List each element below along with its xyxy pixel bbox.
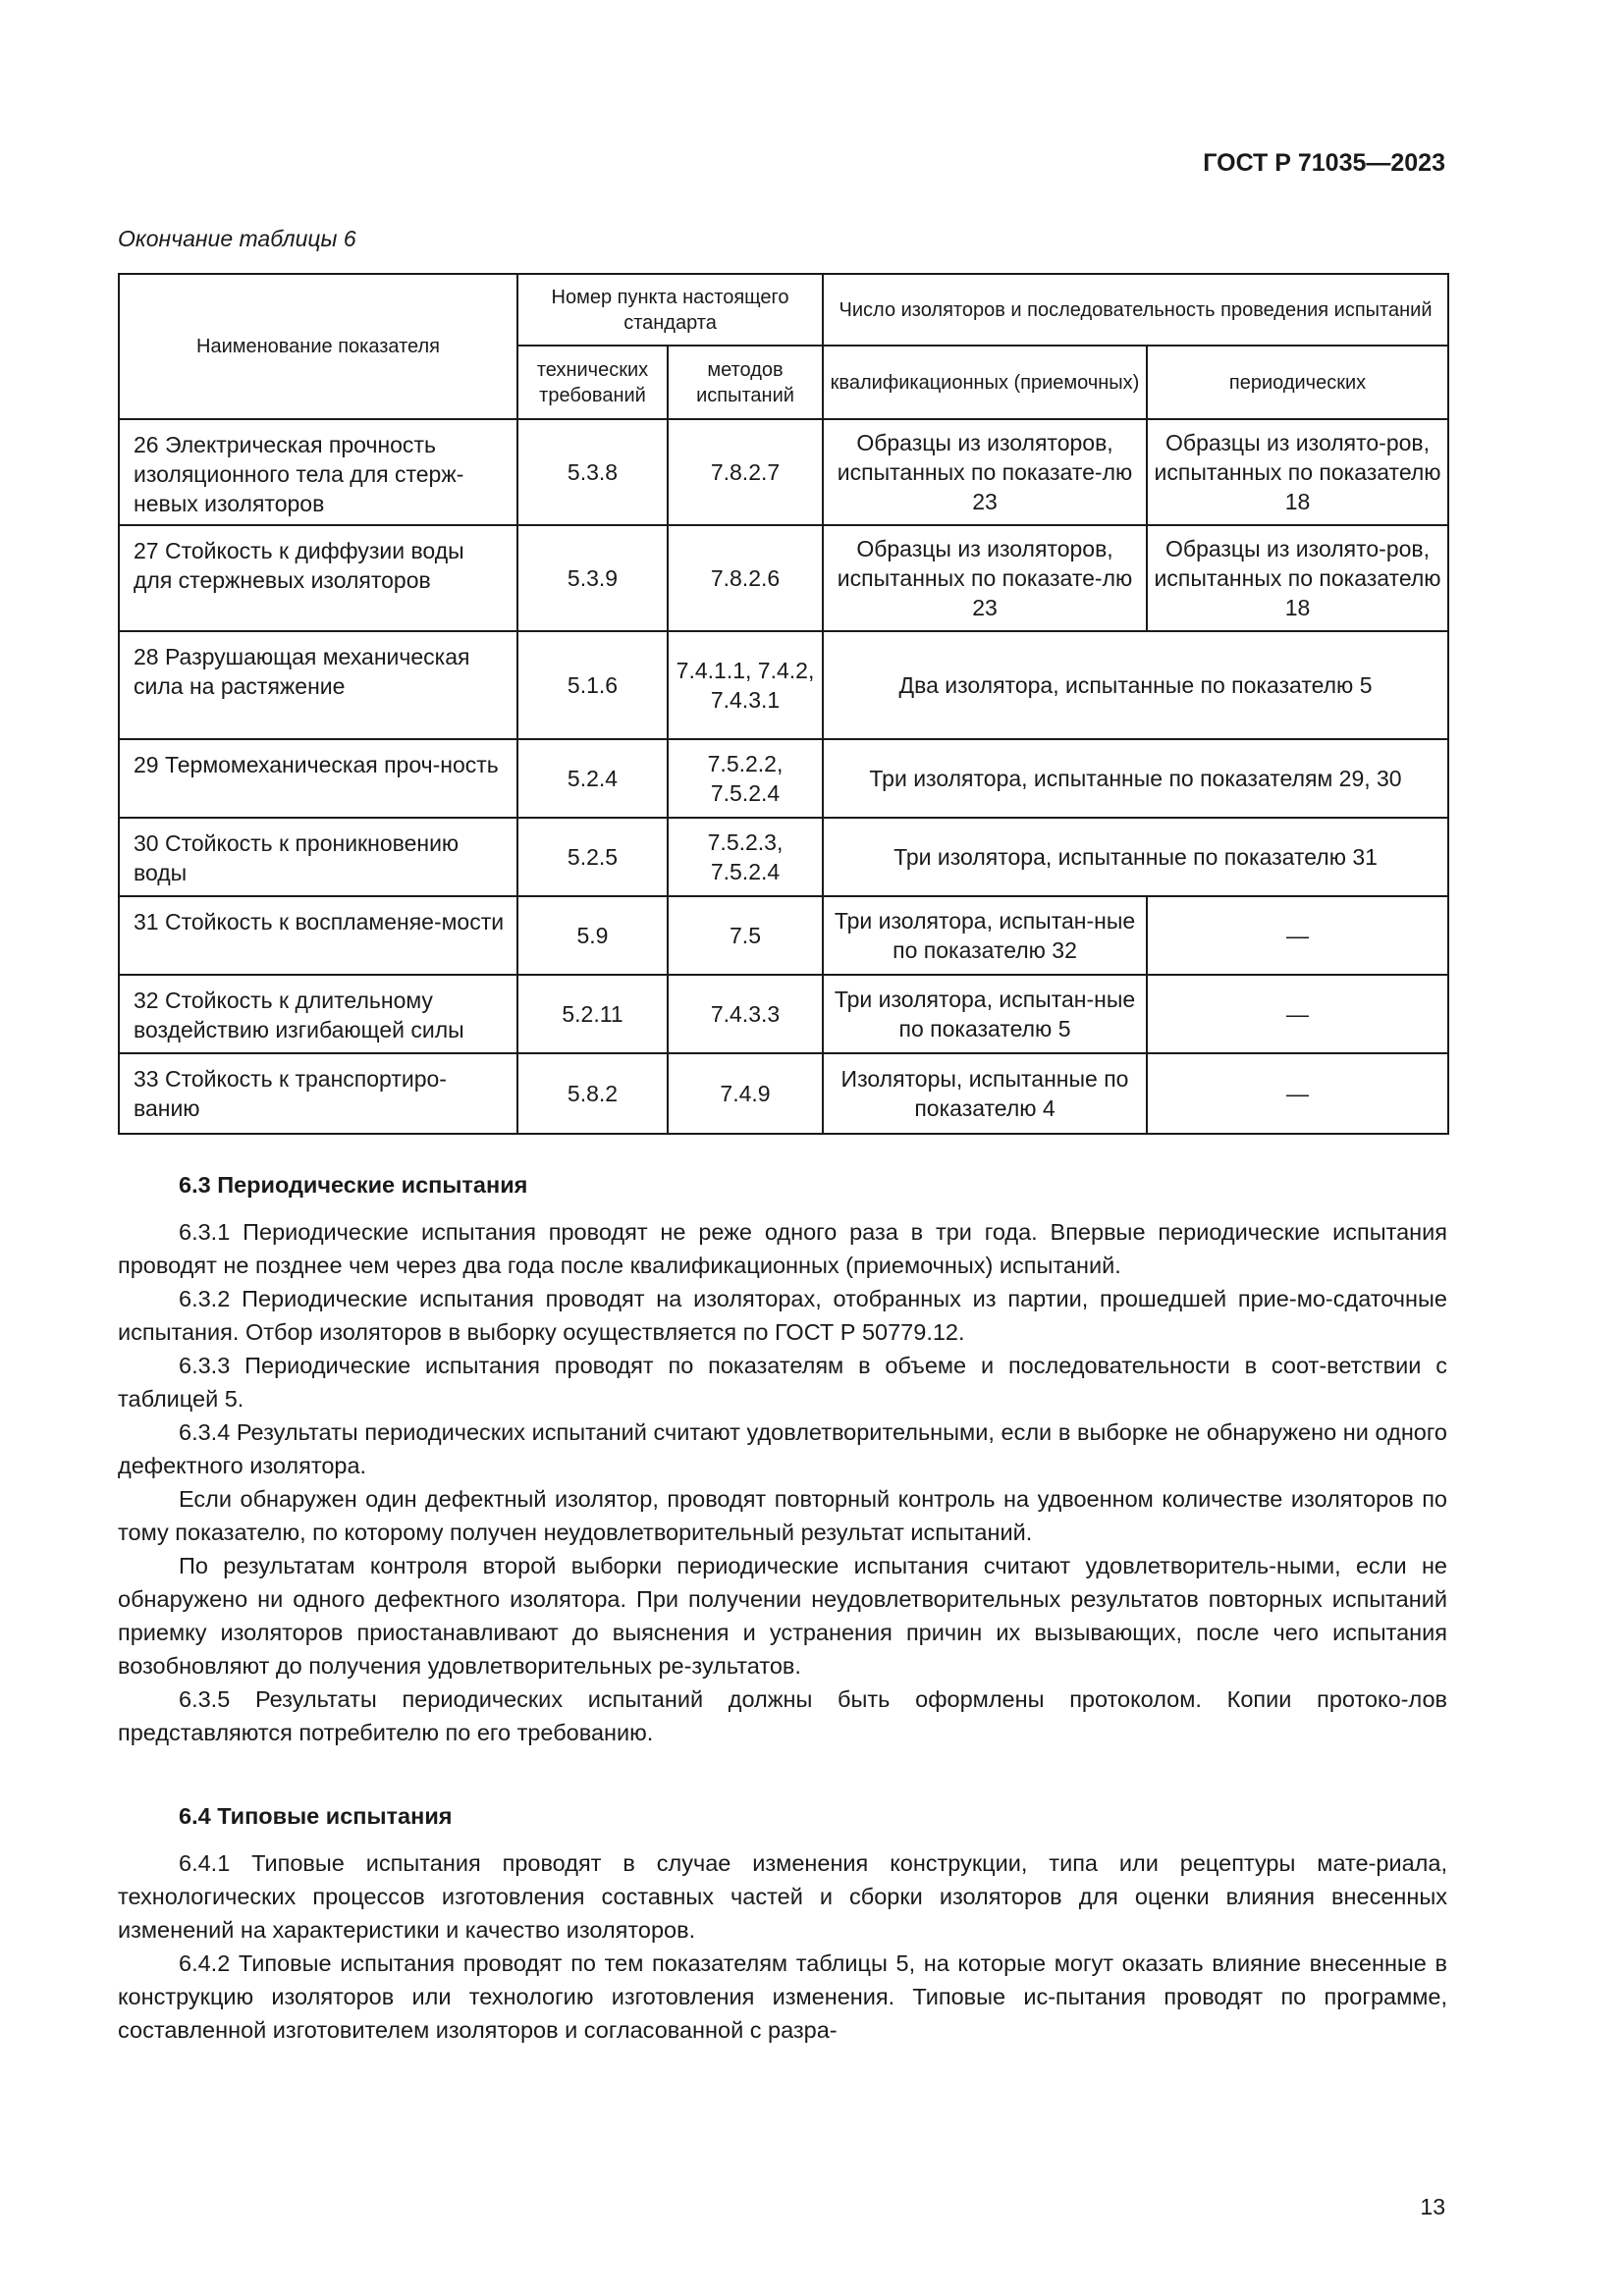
row-method: 7.8.2.7 bbox=[668, 419, 823, 525]
header-clause-number: Номер пункта настоящего стандарта bbox=[517, 274, 823, 346]
row-periodic: Образцы из изолято-ров, испытанных по показателю 18 bbox=[1147, 525, 1448, 631]
row-tech: 5.1.6 bbox=[517, 631, 668, 739]
row-qual: Образцы из изоляторов, испытанных по показате-лю 23 bbox=[823, 525, 1147, 631]
row-method: 7.5.2.3, 7.5.2.4 bbox=[668, 818, 823, 896]
row-periodic: — bbox=[1147, 896, 1448, 975]
row-name: 30 Стойкость к проникновению воды bbox=[119, 818, 517, 896]
document-code: ГОСТ Р 71035—2023 bbox=[1203, 149, 1445, 177]
row-name: 29 Термомеханическая проч-ность bbox=[119, 739, 517, 818]
row-name: 26 Электрическая прочность изоляционного тела для стерж-невых изоляторов bbox=[119, 419, 517, 525]
table-row bbox=[119, 896, 1448, 975]
table-row bbox=[119, 975, 1448, 1053]
row-periodic: — bbox=[1147, 975, 1448, 1053]
header-qualification: квалификационных (приемочных) bbox=[823, 346, 1147, 419]
header-insulator-count: Число изоляторов и последовательность проведения испытаний bbox=[823, 274, 1448, 346]
header-tech-requirements: технических требований bbox=[517, 346, 668, 419]
row-tech: 5.2.4 bbox=[517, 739, 668, 818]
row-name: 28 Разрушающая механическая сила на растяжение bbox=[119, 631, 517, 739]
row-method: 7.4.3.3 bbox=[668, 975, 823, 1053]
row-qual: Изоляторы, испытанные по показателю 4 bbox=[823, 1053, 1147, 1134]
tests-table bbox=[118, 273, 1449, 1135]
table-row bbox=[119, 739, 1448, 818]
row-merged: Два изолятора, испытанные по показателю 5 bbox=[823, 631, 1448, 739]
table-row bbox=[119, 525, 1448, 631]
table-row bbox=[119, 631, 1448, 739]
paragraph: Если обнаружен один дефектный изолятор, проводят повторный контроль на удвоенном количестве изоляторов по тому показателю, по которому получен неудовлетворительный результат испытаний. bbox=[118, 1486, 1447, 1545]
table-row bbox=[119, 419, 1448, 525]
row-tech: 5.3.9 bbox=[517, 525, 668, 631]
paragraph: По результатам контроля второй выборки периодические испытания считают удовлетворитель-ными, если не обнаружено ни одного дефектного изолятора. При получении неудовлетворительных результатов повторных испытаний приемку изоляторов приостанавливают до выяснения и устранения причин их вызывающих, после чего испытания возобновляют до получения удовлетворительных ре-зультатов. bbox=[118, 1553, 1447, 1679]
row-merged: Три изолятора, испытанные по показателям 29, 30 bbox=[823, 739, 1448, 818]
section-heading: 6.4 Типовые испытания bbox=[179, 1803, 453, 1829]
row-method: 7.4.9 bbox=[668, 1053, 823, 1134]
row-method: 7.5 bbox=[668, 896, 823, 975]
row-qual: Три изолятора, испытан-ные по показателю 32 bbox=[823, 896, 1147, 975]
page-number: 13 bbox=[1420, 2194, 1445, 2219]
row-tech: 5.2.5 bbox=[517, 818, 668, 896]
row-name: 31 Стойкость к воспламеняе-мости bbox=[119, 896, 517, 975]
row-name: 27 Стойкость к диффузии воды для стержневых изоляторов bbox=[119, 525, 517, 631]
row-periodic: Образцы из изолято-ров, испытанных по показателю 18 bbox=[1147, 419, 1448, 525]
row-method: 7.5.2.2, 7.5.2.4 bbox=[668, 739, 823, 818]
row-name: 32 Стойкость к длительному воздействию изгибающей силы bbox=[119, 975, 517, 1053]
row-tech: 5.3.8 bbox=[517, 419, 668, 525]
section-heading: 6.3 Периодические испытания bbox=[179, 1172, 528, 1198]
section-6-4 bbox=[118, 1799, 1447, 2047]
paragraph: 6.4.1 Типовые испытания проводят в случае изменения конструкции, типа или рецептуры мате-риала, технологических процессов изготовления составных частей и сборки изоляторов для оценки влияния внесенных изменений на характеристики и качество изоляторов. bbox=[118, 1850, 1447, 1943]
row-periodic: — bbox=[1147, 1053, 1448, 1134]
row-qual: Три изолятора, испытан-ные по показателю 5 bbox=[823, 975, 1147, 1053]
paragraph: 6.3.3 Периодические испытания проводят по показателям в объеме и последовательности в соот-ветствии с таблицей 5. bbox=[118, 1353, 1447, 1412]
row-method: 7.4.1.1, 7.4.2, 7.4.3.1 bbox=[668, 631, 823, 739]
paragraph: 6.3.5 Результаты периодических испытаний должны быть оформлены протоколом. Копии протоко-лов представляются потребителю по его требованию. bbox=[118, 1686, 1447, 1745]
section-6-3 bbox=[118, 1168, 1447, 1749]
table-row bbox=[119, 1053, 1448, 1134]
row-merged: Три изолятора, испытанные по показателю 31 bbox=[823, 818, 1448, 896]
row-tech: 5.9 bbox=[517, 896, 668, 975]
paragraph: 6.3.2 Периодические испытания проводят на изоляторах, отобранных из партии, прошедшей прие-мо-сдаточные испытания. Отбор изоляторов в выборку осуществляется по ГОСТ Р 50779.12. bbox=[118, 1286, 1447, 1345]
paragraph: 6.4.2 Типовые испытания проводят по тем показателям таблицы 5, на которые могут оказать влияние внесенные в конструкцию изоляторов или технологию изготовления изменения. Типовые ис-пытания проводят по программе, составленной изготовителем изоляторов и согласованной с разра- bbox=[118, 1950, 1447, 2043]
header-name: Наименование показателя bbox=[119, 274, 517, 419]
header-periodic: периодических bbox=[1147, 346, 1448, 419]
row-method: 7.8.2.6 bbox=[668, 525, 823, 631]
table-caption: Окончание таблицы 6 bbox=[118, 226, 356, 251]
row-name: 33 Стойкость к транспортиро-ванию bbox=[119, 1053, 517, 1134]
row-qual: Образцы из изоляторов, испытанных по показате-лю 23 bbox=[823, 419, 1147, 525]
paragraph: 6.3.4 Результаты периодических испытаний считают удовлетворительными, если в выборке не обнаружено ни одного дефектного изолятора. bbox=[118, 1419, 1447, 1478]
row-tech: 5.2.11 bbox=[517, 975, 668, 1053]
header-test-methods: методов испытаний bbox=[668, 346, 823, 419]
table-row bbox=[119, 818, 1448, 896]
paragraph: 6.3.1 Периодические испытания проводят не реже одного раза в три года. Впервые периодические испытания проводят не позднее чем через два года после квалификационных (приемочных) испытаний. bbox=[118, 1219, 1447, 1278]
row-tech: 5.8.2 bbox=[517, 1053, 668, 1134]
